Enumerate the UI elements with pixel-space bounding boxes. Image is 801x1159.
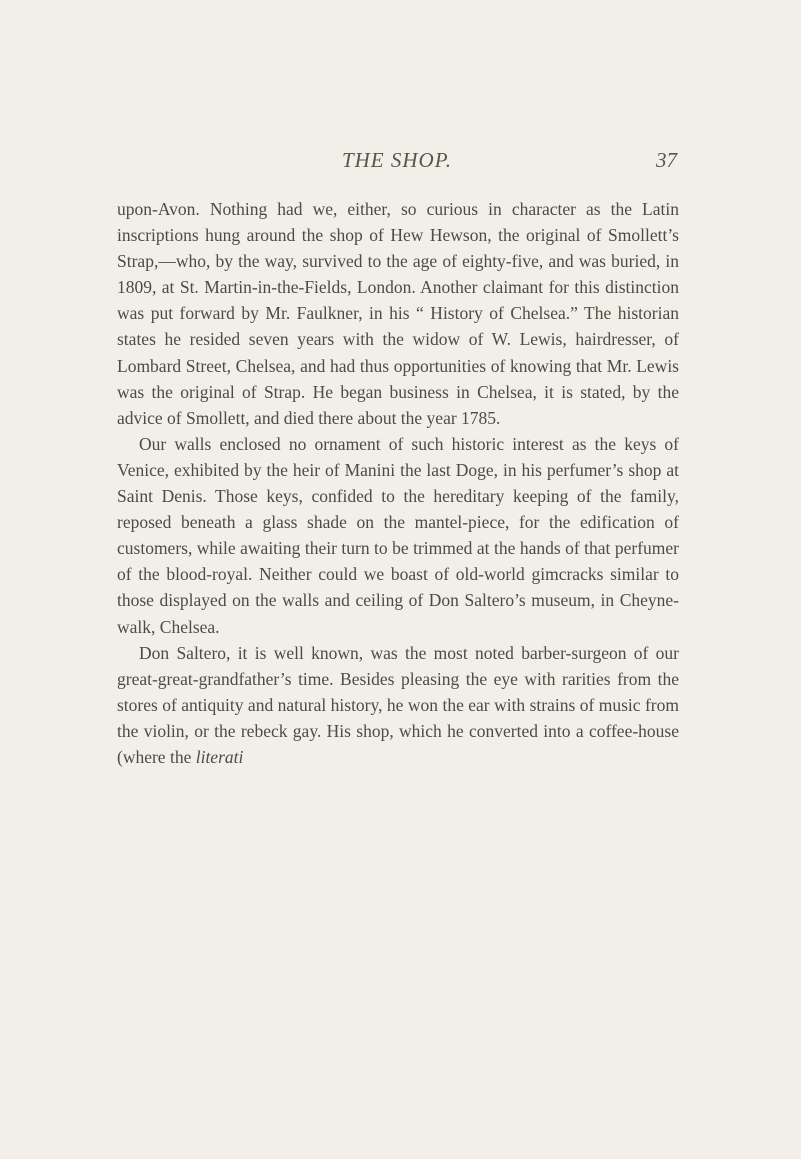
paragraph-3-text: Don Saltero, it is well known, was the most noted barber-surgeon of our great-great-grandfather’s time. Besides pleasing the eye with rarities from the stores of antiquity and natural history, he won the ear with strains of music from the violin, or the rebeck gay. His shop, which he converted into a coffee-house (where the [117, 642, 679, 767]
page-number: 37 [656, 148, 677, 172]
paragraph-3 [117, 640, 679, 770]
running-head [117, 148, 677, 178]
paragraph-2: Our walls enclosed no ornament of such historic interest as the keys of Venice, exhibited by the heir of Manini the last Doge, in his perfumer’s shop at Saint Denis. Those keys, confided to the hereditary keeping of the family, reposed beneath a glass shade on the mantel-piece, for the edification of customers, while awaiting their turn to be trimmed at the hands of that perfumer of the blood-royal. Neither could we boast of old-world gimcracks similar to those displayed on the walls and ceiling of Don Saltero’s museum, in Cheyne-walk, Chelsea. [117, 433, 679, 637]
body-text [117, 196, 679, 770]
running-title: THE SHOP. [341, 148, 453, 172]
paragraph-3-italic-word: literati [195, 746, 244, 767]
paragraph-1: upon-Avon. Nothing had we, either, so curious in character as the Latin inscriptions hung around the shop of Hew Hewson, the original of Smollett’s Strap,—who, by the way, survived to the age of eighty-five, and was buried, in 1809, at St. Martin-in-the-Fields, London. Another claimant for this distinction was put forward by Mr. Faulkner, in his “ History of Chelsea.” The historian states he resided seven years with the widow of W. Lewis, hairdresser, of Lombard Street, Chelsea, and had thus opportunities of knowing that Mr. Lewis was the original of Strap. He began business in Chelsea, it is stated, by the advice of Smollett, and died there about the year 1785. [117, 199, 679, 428]
